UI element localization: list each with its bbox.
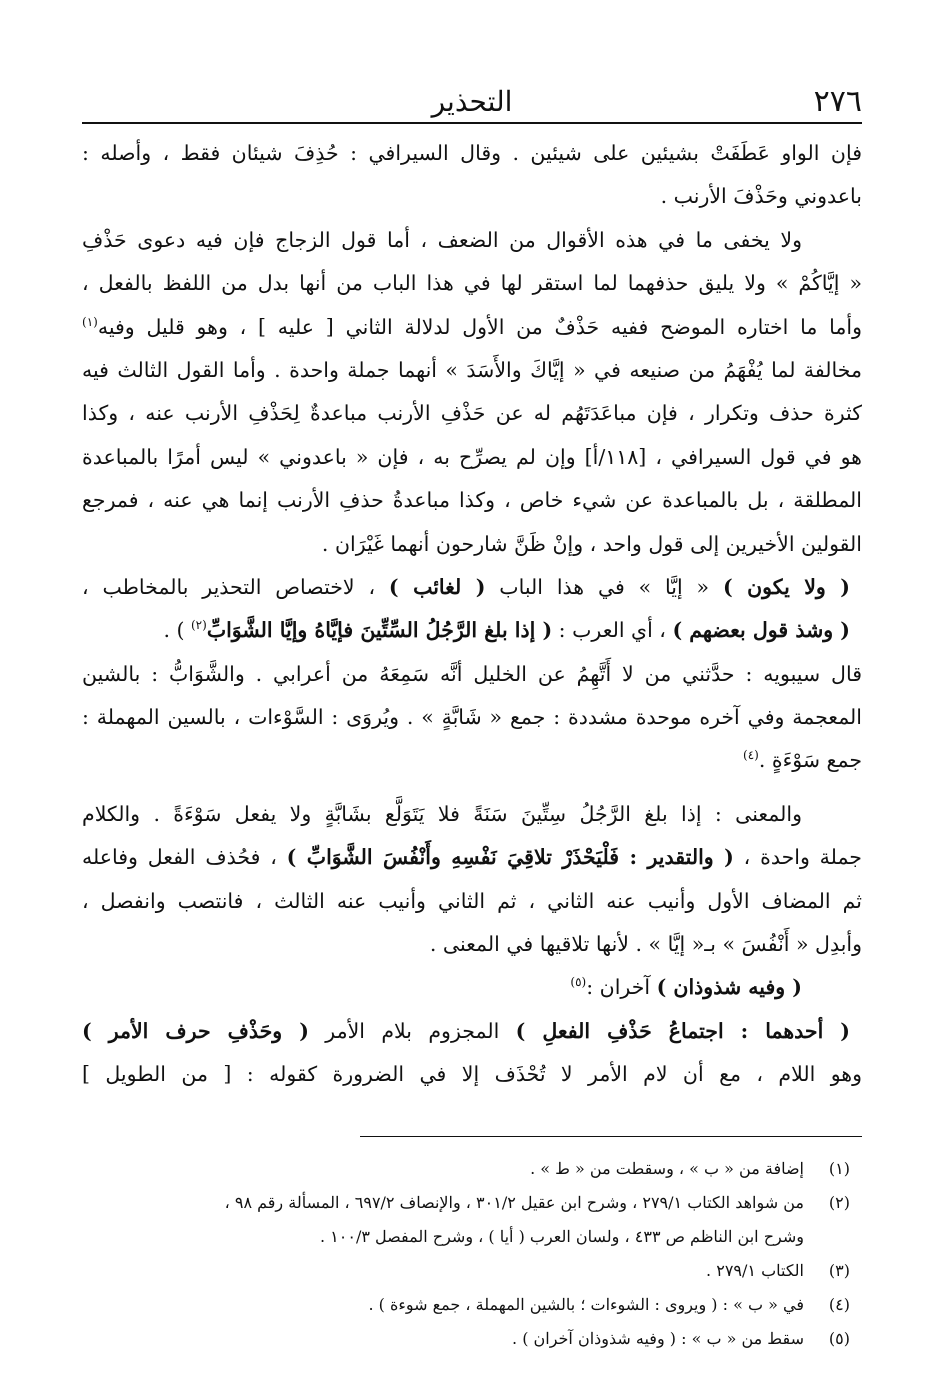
page-number: ٢٧٦ bbox=[813, 84, 862, 119]
main-text bbox=[82, 132, 862, 1097]
text-span: المجزوم بلام الأمر bbox=[308, 1018, 516, 1043]
footnote-text: في « ب » : ( ويروى : الشوءات ؛ بالشين المهملة ، جمع شوءة ) . bbox=[368, 1295, 804, 1314]
footnote-number: (١) bbox=[828, 1159, 850, 1178]
page-header bbox=[82, 84, 862, 124]
text-line bbox=[82, 739, 862, 782]
text-line: ثم المضاف الأول وأنيب عنه الثاني ، ثم الثاني وأنيب عنه الثالث ، فانتصب وانفصل ، bbox=[82, 888, 862, 913]
text-line: وهو اللام ، مع أن لام الأمر لا تُحْذَف إلا في الضرورة كقوله : [ من الطويل ] bbox=[82, 1062, 862, 1087]
text-line: المعجمة وفي آخره موحدة مشددة : جمع « شَابَّةٍ » . ويُروَى : السَّوْءات ، بالسين المهملة : bbox=[82, 705, 862, 730]
text-span: « إيَّا » في هذا الباب bbox=[485, 574, 723, 599]
footnote-text: إضافة من « ب » ، وسقطت من « ط » . bbox=[530, 1159, 804, 1178]
text-line: باعدوني وحَذْفَ الأرنب . bbox=[660, 184, 862, 209]
footnote-text: الكتاب ٢٧٩/١ . bbox=[706, 1261, 804, 1280]
text-line: وأبدِل « أَنْفُسَ » بـ« إيَّا » . لأنها تلاقيها في المعنى . bbox=[429, 932, 862, 957]
header-rule bbox=[82, 122, 862, 124]
footnote-ref: (٢) bbox=[190, 618, 207, 633]
text-line bbox=[82, 306, 862, 349]
footnote bbox=[82, 1186, 862, 1220]
footnote-ref: (٤) bbox=[743, 748, 759, 763]
footnote-rule bbox=[360, 1136, 862, 1137]
footnote-number: (٣) bbox=[828, 1261, 850, 1280]
footnote-text: سقط من « ب » : ( وفيه شذوذان آخران ) . bbox=[512, 1329, 804, 1348]
text-line bbox=[82, 609, 862, 652]
text-line: قال سيبويه : حدَّثني من لا أَتَّهِمُ عن الخليل أنَّه سَمِعَهُ من أعرابي . والشَّوَابُّ : بالشين bbox=[82, 661, 862, 686]
text-line: مخالفة لما يُفْهَمُ من صنيعه في « إيَّاكَ والأَسَدَ » أنهما جملة واحدة . وأما القول الثالث فيه bbox=[82, 357, 862, 382]
text-line bbox=[82, 566, 862, 609]
text-line: والمعنى : إذا بلغ الرَّجُلُ سِتِّينَ سَنَةً فلا يَتَوَلَّع بشَابَّةٍ ولا يفعل سَوْءَةً . والكلام bbox=[82, 801, 802, 826]
text-line: فإن الواو عَطَفَتْ بشيئين على شيئين . وقال السيرافي : حُذِفَ شيئان فقط ، وأصله : bbox=[82, 141, 862, 165]
footnote bbox=[82, 1152, 862, 1186]
footnote-number: (٢) bbox=[828, 1193, 850, 1212]
text-line: القولين الأخيرين إلى قول واحد ، وإنْ ظَنَّ شارحون أنهما غَيْرَان . bbox=[321, 531, 862, 556]
text-line bbox=[82, 836, 862, 879]
matn-text: ( إذا بلغ الرَّجُلُ السِّتِّينَ فإيَّاهُ وإيَّا الشَّوَابِّ bbox=[206, 618, 553, 643]
text-span: ) . bbox=[163, 618, 191, 643]
text-line bbox=[82, 966, 862, 1009]
matn-text: ( ولا يكون ) bbox=[722, 574, 850, 599]
text-span: ، لاختصاص التحذير بالمخاطب ، bbox=[82, 574, 389, 599]
matn-text: ( أحدهما : اجتماعُ حَذْفِ الفعلِ ) bbox=[515, 1018, 850, 1043]
text-line: كثرة حذف وتكرار ، فإن مباعَدَتَهُم له عن حَذْفِ الأرنب مباعدةٌ لِحَذْفِ الأرنب عنه ، وكذا bbox=[82, 401, 862, 426]
spacer bbox=[82, 783, 862, 793]
footnote bbox=[82, 1322, 862, 1356]
text-span: ، أي العرب : bbox=[552, 618, 673, 643]
footnote-continuation bbox=[82, 1220, 862, 1254]
matn-text: ( وفيه شذوذان ) bbox=[656, 975, 802, 1000]
footnote bbox=[82, 1288, 862, 1322]
matn-text: ( والتقدير : فَلْيَحْذَرْ تلاقِيَ نَفْسِهِ وأَنْفُسَ الشَّوَابِّ ) bbox=[286, 845, 734, 870]
footnote-ref: (١) bbox=[82, 314, 98, 329]
text-line: هو في قول السيرافي ، [١١٨/أ] وإن لم يصرِّح به ، فإن « باعدوني » ليس أمرًا بالمباعدة bbox=[82, 444, 862, 469]
footnote-text: وشرح ابن الناظم ص ٤٣٣ ، ولسان العرب ( أيا ) ، وشرح المفصل ١٠٠/٣ . bbox=[319, 1227, 804, 1246]
page-title: التحذير bbox=[431, 85, 513, 118]
matn-text: ( وحَذْفِ حرف الأمر ) bbox=[82, 1018, 309, 1043]
footnote-number: (٥) bbox=[828, 1329, 850, 1348]
text-line: المطلقة ، بل بالمباعدة عن شيء خاص ، وكذا مباعدةُ حذفِ الأرنب إنما هي عنه ، فمرجع bbox=[82, 488, 862, 513]
text-span: ، فحُذف الفعل وفاعله bbox=[82, 845, 287, 870]
footnote bbox=[82, 1254, 862, 1288]
text-span: جملة واحدة ، bbox=[733, 845, 862, 870]
text-line: « إيَّاكُمْ » ولا يليق حذفهما لما استقر لها في هذا الباب من أنها بدل من اللفظ بالفعل ، bbox=[82, 271, 862, 296]
matn-text: ( وشذ قول بعضهم ) bbox=[672, 618, 850, 643]
text-span: وأما ما اختاره الموضح ففيه حَذْفٌ من الأول لدلالة الثاني [ عليه ] ، وهو قليل وفيه bbox=[97, 314, 862, 339]
text-line: ولا يخفى ما في هذه الأقوال من الضعف ، أما قول الزجاج فإن فيه دعوى حَذْفِ bbox=[82, 227, 802, 252]
text-line bbox=[82, 1010, 862, 1053]
footnote-number: (٤) bbox=[828, 1295, 850, 1314]
footnote-ref: (٥) bbox=[570, 975, 587, 990]
text-span: جمع سَوْءَةٍ . bbox=[758, 748, 862, 773]
matn-text: ( لغائب ) bbox=[388, 574, 486, 599]
footnote-text: من شواهد الكتاب ٢٧٩/١ ، وشرح ابن عقيل ٣٠١/٢ ، والإنصاف ٦٩٧/٢ ، المسألة رقم ٩٨ ، bbox=[224, 1193, 804, 1212]
text-span: آخران : bbox=[586, 975, 657, 1000]
footnotes bbox=[82, 1152, 862, 1356]
